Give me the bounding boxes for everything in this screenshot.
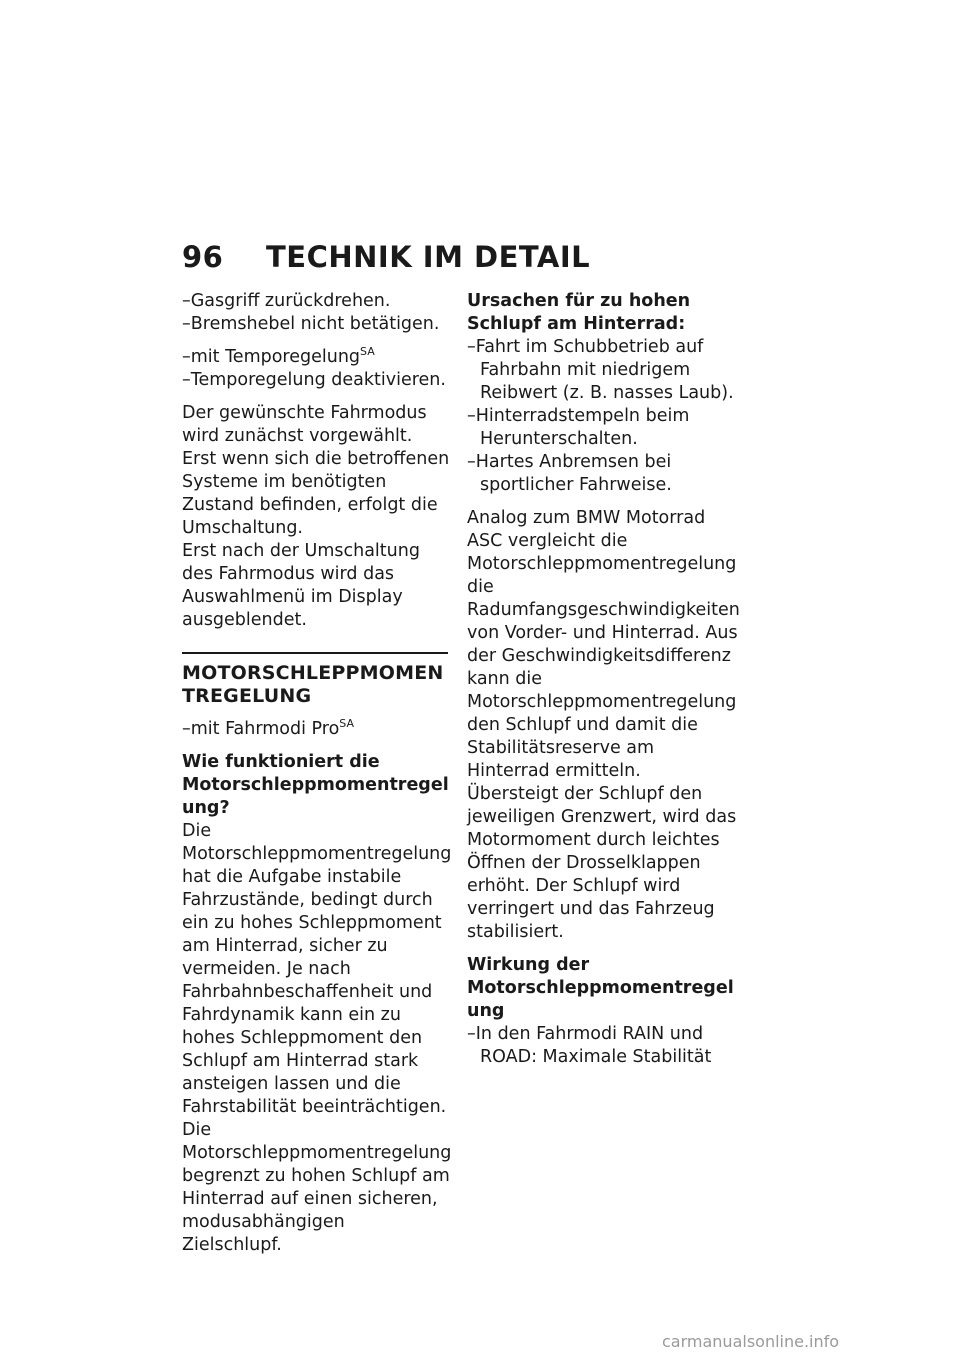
list-item: –Temporegelung deaktivieren.: [182, 370, 446, 390]
subheading: Ursachen für zu hohen Schlupf am Hinterrad:: [467, 291, 691, 334]
section-title: MOTORSCHLEPPMOMENTREGELUNG: [182, 662, 444, 707]
paragraph: Der gewünschte Fahrmodus wird zunächst vorgewählt. Erst wenn sich die betroffenen Systeme im benötigten Zustand befinden, erfolgt die Umschaltung.: [182, 403, 450, 538]
list-item: –Hartes Anbremsen bei sportlicher Fahrweise.: [467, 452, 672, 495]
subheading: Wirkung der Motorschleppmomentregelung: [467, 955, 734, 1021]
page-number: 96: [182, 240, 224, 274]
option-condition: –mit Temporegelung$^{SA}$: [182, 345, 375, 367]
paragraph: Analog zum BMW Motorrad ASC vergleicht die Motorschleppmomentregelung die Radumfangsgeschwindigkeiten von Vorder- und Hinterrad. Aus der Geschwindigkeitsdifferenz kann die Motorschleppmomentregelung den Schlupf und damit die Stabilitätsreserve am Hinterrad ermitteln.: [467, 508, 740, 781]
subheading: Wie funktioniert die Motorschleppmomentregelung?: [182, 752, 449, 818]
list-item: –Bremshebel nicht betätigen.: [182, 314, 440, 334]
chapter-title: TECHNIK IM DETAIL: [266, 240, 591, 274]
page-header: [182, 240, 590, 274]
right-column: [467, 290, 739, 1069]
sa-superscript: SA: [360, 345, 375, 359]
paragraph: Übersteigt der Schlupf den jeweiligen Grenzwert, wird das Motormoment durch leichtes Öffnen der Drosselklappen erhöht. Der Schlupf wird verringert und das Fahrzeug stabilisiert.: [467, 784, 737, 942]
list-item: –In den Fahrmodi RAIN und ROAD: Maximale Stabilität: [467, 1024, 712, 1067]
list-item: –Fahrt im Schubbetrieb auf Fahrbahn mit niedrigem Reibwert (z. B. nasses Laub).: [467, 337, 734, 403]
list-item: –Gasgriff zurückdrehen.: [182, 291, 391, 311]
option-condition: –mit Fahrmodi Pro$^{SA}$: [182, 717, 355, 739]
paragraph: Erst nach der Umschaltung des Fahrmodus wird das Auswahlmenü im Display ausgeblendet.: [182, 541, 420, 630]
paragraph: Die Motorschleppmomentregelung hat die Aufgabe instabile Fahrzustände, bedingt durch ein zu hohes Schleppmoment am Hinterrad, sicher zu vermeiden. Je nach Fahrbahnbeschaffenheit und Fahrdynamik kann ein zu hohes Schleppmoment den Schlupf am Hinterrad stark ansteigen lassen und die Fahrstabilität beeinträchtigen. Die Motorschleppmomentregelung begrenzt zu hohen Schlupf am Hinterrad auf einen sicheren, modusabhängigen Zielschlupf.: [182, 821, 452, 1255]
left-column: [182, 290, 450, 1257]
sa-superscript: SA: [339, 717, 355, 731]
watermark: carmanualsonline.info: [662, 1332, 840, 1351]
list-item: –Hinterradstempeln beim Herunterschalten.: [467, 406, 690, 449]
section-divider: [182, 652, 448, 654]
